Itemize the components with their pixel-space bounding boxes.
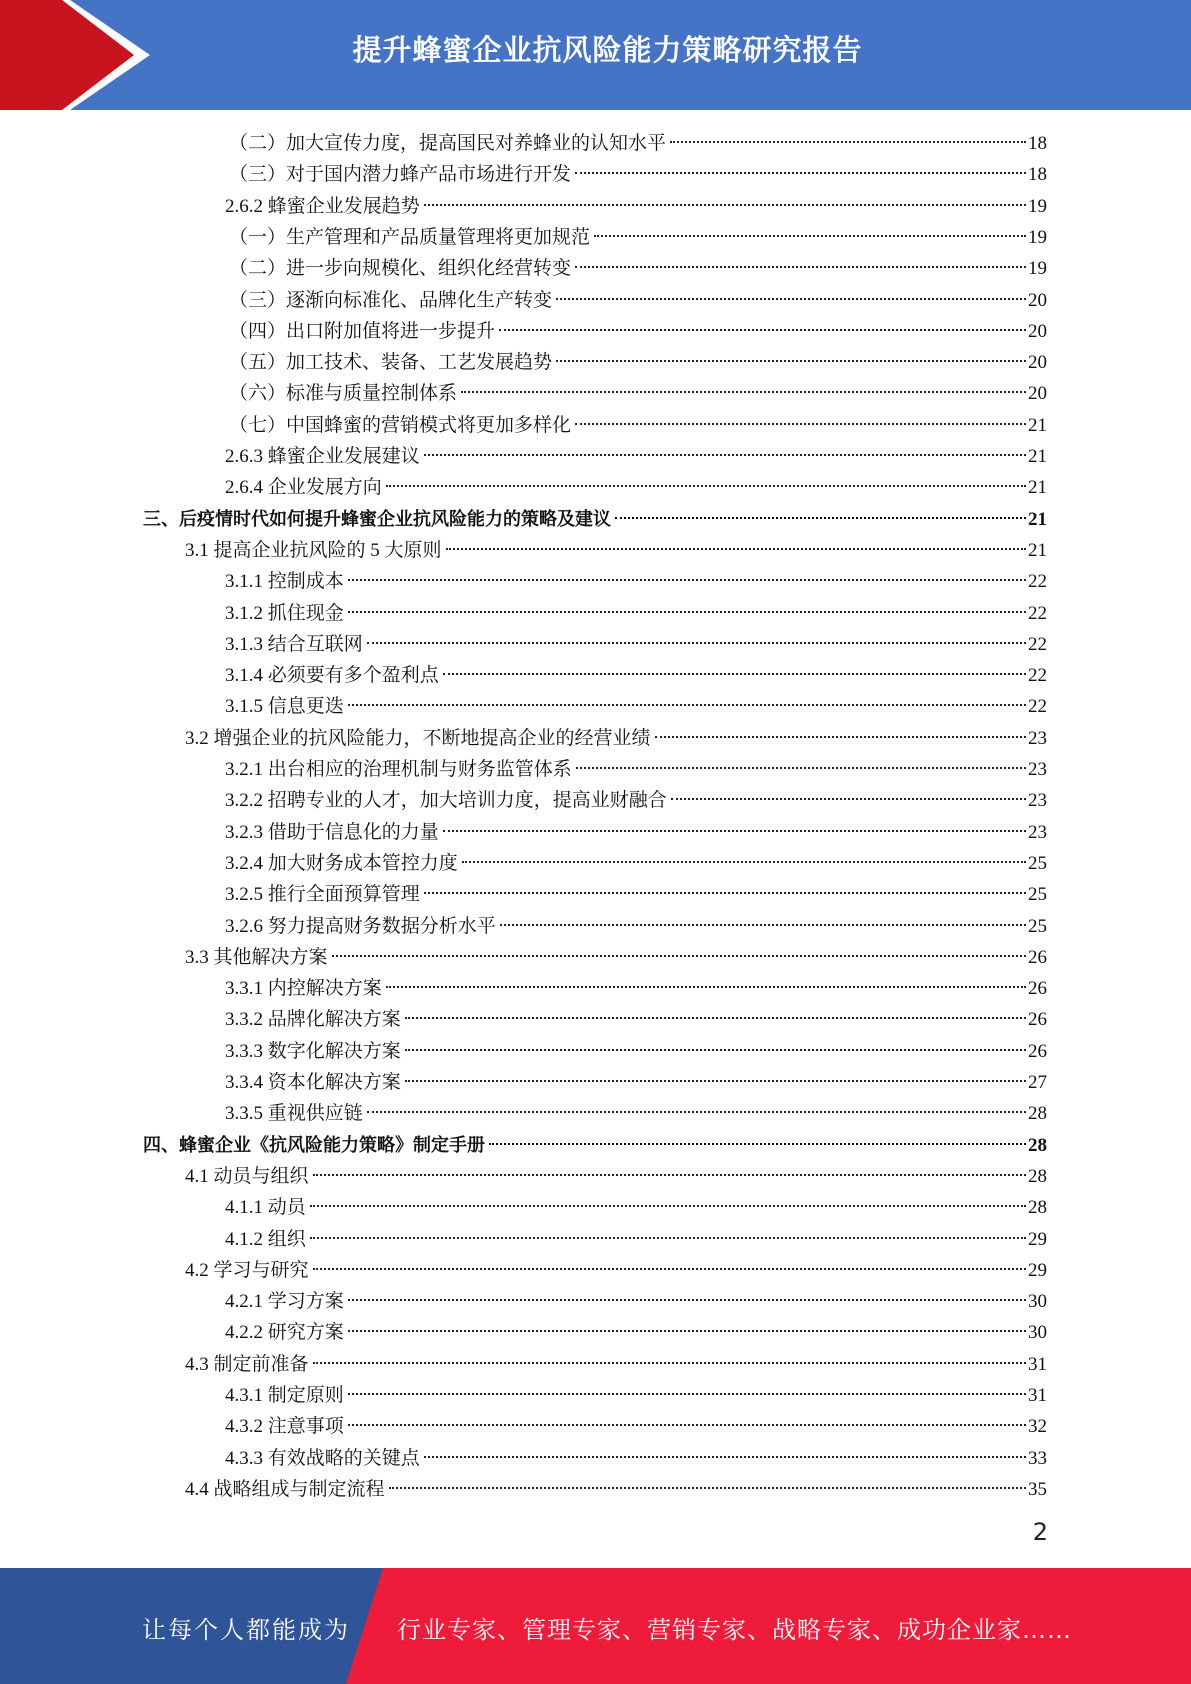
toc-dot-leader (348, 611, 1026, 613)
toc-entry[interactable] (185, 1349, 1047, 1380)
toc-dot-leader (575, 423, 1026, 425)
toc-entry-page: 29 (1028, 1228, 1047, 1250)
toc-entry[interactable] (225, 848, 1047, 879)
toc-entry[interactable] (225, 817, 1047, 848)
toc-entry[interactable] (225, 566, 1047, 597)
toc-dot-leader (313, 1268, 1026, 1270)
toc-entry[interactable] (229, 222, 1047, 253)
toc-entry-label: 3.1.5 信息更迭 (225, 696, 344, 718)
toc-entry-label: 2.6.3 蜂蜜企业发展建议 (225, 446, 420, 467)
footer-slogan-left: 让每个人都能成为 (142, 1616, 350, 1644)
toc-dot-leader (405, 1080, 1026, 1082)
toc-dot-leader (671, 798, 1026, 800)
toc-dot-leader (310, 1237, 1026, 1239)
toc-entry[interactable] (225, 1286, 1047, 1317)
toc-dot-leader (424, 1456, 1026, 1458)
toc-dot-leader (386, 986, 1026, 988)
toc-entry[interactable] (225, 911, 1047, 942)
toc-entry[interactable] (225, 472, 1047, 503)
toc-entry-page: 23 (1028, 727, 1047, 749)
toc-dot-leader (405, 1049, 1026, 1051)
toc-entry-page: 22 (1028, 696, 1047, 718)
toc-entry-label: 3.2.5 推行全面预算管理 (225, 884, 420, 906)
toc-entry-page: 26 (1028, 1040, 1047, 1062)
toc-entry-page: 29 (1028, 1259, 1047, 1281)
toc-entry[interactable] (225, 660, 1047, 691)
toc-entry-page: 23 (1028, 759, 1047, 780)
toc-dot-leader (576, 767, 1026, 769)
toc-entry-label: （六）标准与质量控制体系 (229, 383, 458, 405)
toc-dot-leader (405, 1017, 1026, 1019)
toc-dot-leader (556, 360, 1026, 362)
toc-entry-label: 4.3.3 有效战略的关键点 (225, 1447, 420, 1469)
toc-entry[interactable] (225, 1224, 1047, 1255)
toc-entry[interactable] (185, 535, 1047, 566)
toc-entry-page: 21 (1028, 446, 1047, 467)
toc-entry-page: 18 (1028, 133, 1047, 154)
toc-dot-leader (499, 329, 1026, 331)
toc-entry-page: 32 (1028, 1416, 1047, 1438)
toc-entry[interactable] (225, 1443, 1047, 1474)
toc-entry-label: 4.3 制定前准备 (185, 1353, 309, 1375)
toc-entry[interactable] (229, 253, 1047, 284)
toc-entry[interactable] (185, 1161, 1047, 1192)
toc-dot-leader (443, 830, 1026, 832)
toc-entry[interactable] (225, 785, 1047, 816)
toc-entry-label: （二）进一步向规模化、组织化经营转变 (229, 258, 572, 280)
document-title: 提升蜂蜜企业抗风险能力策略研究报告 (352, 33, 863, 67)
toc-entry[interactable] (229, 410, 1047, 441)
toc-entry[interactable] (143, 1130, 1047, 1161)
toc-dot-leader (332, 955, 1026, 957)
toc-entry[interactable] (225, 879, 1047, 910)
toc-entry-page: 26 (1028, 978, 1047, 1000)
toc-dot-leader (386, 485, 1026, 487)
toc-entry-label: 3.1.3 结合互联网 (225, 633, 363, 655)
page-header (0, 0, 1191, 110)
toc-entry[interactable] (225, 1411, 1047, 1442)
toc-entry[interactable] (225, 1098, 1047, 1129)
toc-entry-label: （四）出口附加值将进一步提升 (229, 320, 496, 342)
toc-entry-page: 25 (1028, 915, 1047, 937)
toc-entry-label: 3.2 增强企业的抗风险能力，不断地提高企业的经营业绩 (185, 727, 651, 749)
toc-entry-page: 28 (1028, 1165, 1047, 1187)
footer-slogan-right: 行业专家、管理专家、营销专家、战略专家、成功企业家…… (397, 1616, 1072, 1644)
toc-entry-label: （二）加大宣传力度，提高国民对养蜂业的认知水平 (229, 133, 667, 154)
toc-entry[interactable] (225, 1004, 1047, 1035)
toc-dot-leader (575, 266, 1026, 268)
toc-dot-leader (446, 548, 1026, 550)
toc-entry-label: 4.3.2 注意事项 (225, 1416, 344, 1438)
toc-entry-label: 3.1.1 控制成本 (225, 571, 344, 593)
toc-entry[interactable] (229, 128, 1047, 159)
toc-dot-leader (489, 1143, 1026, 1145)
toc-entry-label: 3.2.2 招聘专业的人才，加大培训力度，提高业财融合 (225, 790, 667, 812)
toc-dot-leader (310, 1205, 1026, 1207)
toc-entry-page: 21 (1028, 477, 1047, 499)
toc-dot-leader (313, 1174, 1026, 1176)
toc-entry-label: 3.1.2 抓住现金 (225, 602, 344, 624)
toc-entry[interactable] (225, 1380, 1047, 1411)
toc-dot-leader (313, 1362, 1026, 1364)
toc-entry-page: 22 (1028, 633, 1047, 655)
toc-dot-leader (556, 298, 1026, 300)
toc-entry-label: 4.1.2 组织 (225, 1228, 306, 1250)
toc-entry-label: （七）中国蜂蜜的营销模式将更加多样化 (229, 414, 572, 436)
toc-entry-page: 25 (1028, 852, 1047, 874)
page-footer (0, 1568, 1191, 1684)
toc-entry-page: 20 (1028, 383, 1047, 405)
toc-entry[interactable] (225, 973, 1047, 1004)
toc-entry-label: 3.3.4 资本化解决方案 (225, 1072, 401, 1093)
toc-entry[interactable] (229, 316, 1047, 347)
toc-entry-page: 28 (1028, 1197, 1047, 1219)
toc-entry-page: 31 (1028, 1353, 1047, 1375)
toc-entry-page: 31 (1028, 1385, 1047, 1406)
toc-entry[interactable] (185, 942, 1047, 973)
toc-entry-page: 26 (1028, 1009, 1047, 1031)
toc-entry-label: 3.2.4 加大财务成本管控力度 (225, 852, 458, 874)
toc-entry[interactable] (229, 347, 1047, 378)
toc-entry-label: 三、后疫情时代如何提升蜂蜜企业抗风险能力的策略及建议 (143, 508, 611, 530)
toc-entry[interactable] (229, 285, 1047, 316)
toc-entry-page: 28 (1028, 1134, 1047, 1156)
toc-dot-leader (424, 204, 1026, 206)
toc-entry[interactable] (225, 1317, 1047, 1348)
toc-entry-page: 22 (1028, 571, 1047, 593)
toc-dot-leader (443, 673, 1026, 675)
toc-entry-label: 3.3.5 重视供应链 (225, 1103, 363, 1125)
toc-entry[interactable] (225, 691, 1047, 722)
toc-entry-label: （三）对于国内潜力蜂产品市场进行开发 (229, 164, 572, 186)
toc-dot-leader (615, 517, 1026, 519)
toc-dot-leader (462, 861, 1026, 863)
toc-entry[interactable] (225, 441, 1047, 472)
toc-dot-leader (367, 1111, 1026, 1113)
toc-entry-label: 3.2.1 出台相应的治理机制与财务监管体系 (225, 759, 572, 780)
toc-entry-page: 28 (1028, 1103, 1047, 1125)
toc-entry-label: 3.2.3 借助于信息化的力量 (225, 821, 439, 843)
toc-entry-label: 4.3.1 制定原则 (225, 1385, 344, 1406)
toc-dot-leader (575, 172, 1026, 174)
toc-entry-label: 3.1.4 必须要有多个盈利点 (225, 665, 439, 687)
toc-entry-label: 3.3 其他解决方案 (185, 946, 328, 968)
toc-entry-label: 3.3.2 品牌化解决方案 (225, 1009, 401, 1031)
toc-entry-page: 21 (1028, 414, 1047, 436)
toc-entry-page: 20 (1028, 352, 1047, 374)
toc-entry[interactable] (225, 629, 1047, 660)
toc-entry-label: 2.6.4 企业发展方向 (225, 477, 382, 499)
toc-entry-page: 19 (1028, 258, 1047, 280)
toc-entry[interactable] (225, 1192, 1047, 1223)
toc-entry-label: 3.3.1 内控解决方案 (225, 978, 382, 1000)
toc-dot-leader (348, 704, 1026, 706)
toc-entry[interactable] (225, 1067, 1047, 1098)
toc-entry-page: 27 (1028, 1072, 1047, 1093)
toc-entry[interactable] (225, 191, 1047, 222)
toc-entry-page: 22 (1028, 665, 1047, 687)
toc-entry[interactable] (229, 159, 1047, 190)
toc-entry-page: 30 (1028, 1291, 1047, 1313)
toc-entry[interactable] (225, 598, 1047, 629)
toc-entry-label: 4.1 动员与组织 (185, 1165, 309, 1187)
toc-entry-label: 3.3.3 数字化解决方案 (225, 1040, 401, 1062)
toc-entry[interactable] (225, 754, 1047, 785)
page-number: 2 (1032, 1518, 1048, 1546)
toc-entry-label: （三）逐渐向标准化、品牌化生产转变 (229, 289, 553, 311)
toc-entry-page: 20 (1028, 320, 1047, 342)
toc-dot-leader (655, 736, 1026, 738)
toc-dot-leader (424, 454, 1026, 456)
toc-dot-leader (348, 1424, 1026, 1426)
toc-entry-label: 4.2.1 学习方案 (225, 1291, 344, 1313)
toc-entry-page: 21 (1028, 508, 1047, 530)
toc-entry[interactable] (225, 1036, 1047, 1067)
toc-dot-leader (424, 892, 1026, 894)
toc-entry-page: 18 (1028, 164, 1047, 186)
toc-entry-page: 21 (1028, 539, 1047, 561)
toc-entry-label: 2.6.2 蜂蜜企业发展趋势 (225, 195, 420, 217)
toc-entry-label: 4.4 战略组成与制定流程 (185, 1478, 385, 1500)
toc-dot-leader (670, 141, 1026, 143)
toc-entry[interactable] (185, 1255, 1047, 1286)
toc-entry-label: （一）生产管理和产品质量管理将更加规范 (229, 226, 591, 248)
toc-entry-page: 19 (1028, 226, 1047, 248)
toc-entry[interactable] (185, 723, 1047, 754)
toc-dot-leader (348, 1393, 1026, 1395)
toc-entry-page: 23 (1028, 790, 1047, 812)
toc-entry-page: 20 (1028, 289, 1047, 311)
toc-entry-page: 25 (1028, 884, 1047, 906)
toc-entry-page: 19 (1028, 195, 1047, 217)
toc-entry-page: 23 (1028, 821, 1047, 843)
toc-entry-page: 35 (1028, 1478, 1047, 1500)
toc-entry[interactable] (229, 378, 1047, 409)
toc-entry-label: 4.2.2 研究方案 (225, 1322, 344, 1344)
toc-entry-label: 4.2 学习与研究 (185, 1259, 309, 1281)
toc-dot-leader (594, 235, 1026, 237)
toc-entry-label: 四、蜂蜜企业《抗风险能力策略》制定手册 (143, 1134, 485, 1156)
toc-dot-leader (367, 642, 1026, 644)
toc-entry-label: 3.2.6 努力提高财务数据分析水平 (225, 915, 496, 937)
toc-entry-label: 3.1 提高企业抗风险的 5 大原则 (185, 539, 442, 561)
toc-entry-page: 33 (1028, 1447, 1047, 1469)
toc-entry-page: 30 (1028, 1322, 1047, 1344)
toc-entry-label: 4.1.1 动员 (225, 1197, 306, 1219)
toc-dot-leader (348, 1299, 1026, 1301)
toc-entry-page: 26 (1028, 946, 1047, 968)
toc-dot-leader (348, 1330, 1026, 1332)
toc-dot-leader (389, 1487, 1026, 1489)
toc-entry-label: （五）加工技术、装备、工艺发展趋势 (229, 352, 553, 374)
toc-entry[interactable] (185, 1474, 1047, 1505)
toc-dot-leader (500, 924, 1026, 926)
toc-dot-leader (348, 579, 1026, 581)
toc-entry-page: 22 (1028, 602, 1047, 624)
toc-dot-leader (461, 391, 1026, 393)
toc-entry[interactable] (143, 504, 1047, 535)
